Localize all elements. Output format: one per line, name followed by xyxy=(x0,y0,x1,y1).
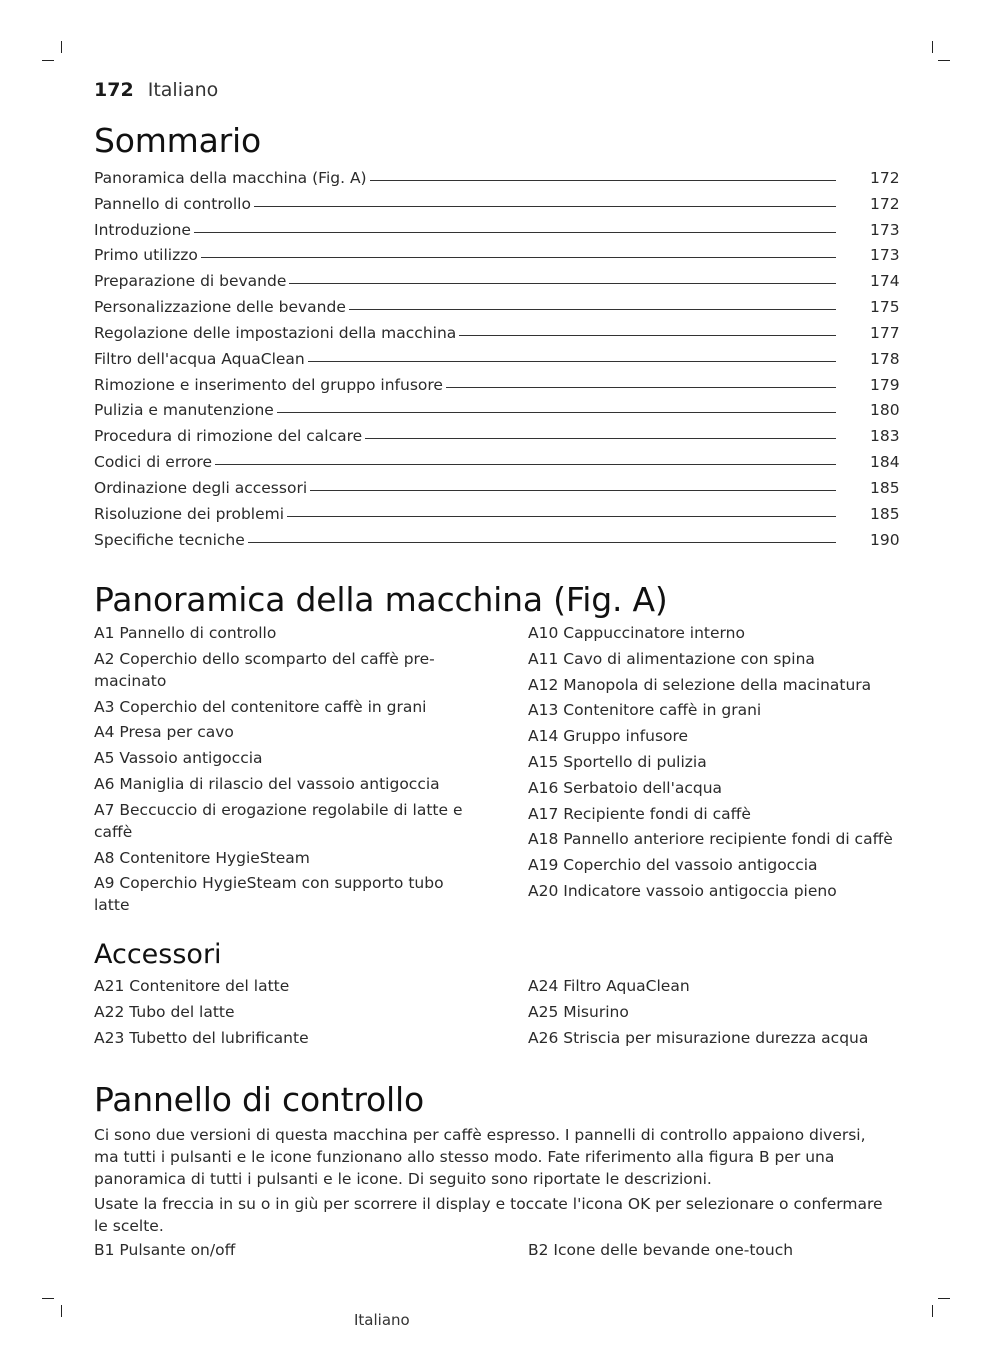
list-item: A6 Maniglia di rilascio del vassoio antigoccia xyxy=(94,774,440,793)
list-item: A7 Beccuccio di erogazione regolabile di latte e caffè xyxy=(94,800,463,841)
list-item: A24 Filtro AquaClean xyxy=(528,977,690,995)
toc-leader-line xyxy=(215,464,836,465)
crop-mark xyxy=(61,1305,62,1317)
toc-entry[interactable] xyxy=(94,316,898,342)
toc-entry-page: 185 xyxy=(870,478,900,497)
list-item: A2 Coperchio dello scomparto del caffè pre-macinato xyxy=(94,649,435,690)
crop-mark xyxy=(938,1298,950,1299)
toc-leader-line xyxy=(308,361,836,362)
toc-leader-line xyxy=(459,335,836,336)
toc-entry-page: 179 xyxy=(870,375,900,394)
list-item: A15 Sportello di pulizia xyxy=(528,752,707,771)
overview-parts-left xyxy=(94,622,474,920)
pannello-title: Pannello di controllo xyxy=(94,1080,424,1119)
list-item: A23 Tubetto del lubrificante xyxy=(94,1028,309,1047)
toc-entry-label: Risoluzione dei problemi xyxy=(94,504,285,523)
toc-entry-page: 172 xyxy=(870,194,900,213)
pannello-list-left xyxy=(94,1239,474,1265)
crop-mark xyxy=(938,60,950,61)
page-number: 172 xyxy=(94,79,134,101)
list-item: A16 Serbatoio dell'acqua xyxy=(528,778,723,797)
toc-leader-line xyxy=(446,387,836,388)
toc-entry-label: Regolazione delle impostazioni della macchina xyxy=(94,323,457,342)
toc-entry[interactable] xyxy=(94,394,898,420)
list-item: A19 Coperchio del vassoio antigoccia xyxy=(528,856,818,875)
toc-entry-page: 177 xyxy=(870,323,900,342)
list-item: A22 Tubo del latte xyxy=(94,1002,235,1021)
list-item: A1 Pannello di controllo xyxy=(94,624,277,642)
toc-entry[interactable] xyxy=(94,290,898,316)
list-item: A26 Striscia per misurazione durezza acqua xyxy=(528,1028,869,1047)
toc-entry-label: Introduzione xyxy=(94,220,191,239)
toc-entry-page: 178 xyxy=(870,349,900,368)
toc-entry-label: Pulizia e manutenzione xyxy=(94,401,274,420)
crop-mark xyxy=(42,1298,54,1299)
toc-entry[interactable] xyxy=(94,523,898,549)
toc-entry-label: Rimozione e inserimento del gruppo infusore xyxy=(94,375,443,394)
toc-entry-label: Specifiche tecniche xyxy=(94,530,245,549)
toc-entry-label: Preparazione di bevande xyxy=(94,272,287,291)
toc-entry[interactable] xyxy=(94,161,898,187)
toc-leader-line xyxy=(254,206,836,207)
toc-entry-label: Personalizzazione delle bevande xyxy=(94,298,346,317)
toc-entry-page: 175 xyxy=(870,298,900,317)
toc-leader-line xyxy=(277,412,836,413)
crop-mark xyxy=(932,1305,933,1317)
list-item: A17 Recipiente fondi di caffè xyxy=(528,804,751,823)
toc-entry[interactable] xyxy=(94,264,898,290)
pannello-paragraph-1: Ci sono due versioni di questa macchina per caffè espresso. I pannelli di controllo appaiono diversi, ma tutti i pulsanti e le icone funzionano allo stesso modo. Fate riferimento alla figura B per una panoramica di tutti i pulsanti e le icone. Di seguito sono riportate le descrizioni. xyxy=(94,1126,866,1188)
accessori-title: Accessori xyxy=(94,939,222,970)
overview-title: Panoramica della macchina (Fig. A) xyxy=(94,580,668,619)
footer-language: Italiano xyxy=(354,1311,410,1329)
list-item: A21 Contenitore del latte xyxy=(94,977,290,995)
list-item: A8 Contenitore HygieSteam xyxy=(94,848,310,867)
toc-leader-line xyxy=(248,542,836,543)
list-item: A12 Manopola di selezione della macinatura xyxy=(528,675,872,694)
toc-entry-page: 184 xyxy=(870,453,900,472)
list-item: A13 Contenitore caffè in grani xyxy=(528,701,762,720)
toc-entry-page: 190 xyxy=(870,530,900,549)
toc-entry[interactable] xyxy=(94,497,898,523)
pannello-list-right xyxy=(528,1239,900,1265)
header-language: Italiano xyxy=(147,79,219,101)
list-item: A5 Vassoio antigoccia xyxy=(94,749,263,768)
toc-entry[interactable] xyxy=(94,419,898,445)
table-of-contents xyxy=(94,161,898,549)
toc-entry[interactable] xyxy=(94,213,898,239)
list-item: A10 Cappuccinatore interno xyxy=(528,624,745,642)
toc-entry-label: Primo utilizzo xyxy=(94,246,198,265)
list-item: A11 Cavo di alimentazione con spina xyxy=(528,649,815,668)
toc-entry-page: 183 xyxy=(870,427,900,446)
toc-leader-line xyxy=(310,490,836,491)
crop-mark xyxy=(42,60,54,61)
toc-entry-label: Codici di errore xyxy=(94,453,212,472)
toc-leader-line xyxy=(289,283,836,284)
toc-entry-page: 172 xyxy=(870,168,900,187)
toc-entry-page: 174 xyxy=(870,272,900,291)
list-item: A20 Indicatore vassoio antigoccia pieno xyxy=(528,881,837,900)
toc-entry-label: Panoramica della macchina (Fig. A) xyxy=(94,168,367,187)
toc-entry[interactable] xyxy=(94,368,898,394)
toc-entry-page: 185 xyxy=(870,504,900,523)
overview-parts-right xyxy=(528,622,900,906)
list-item: A9 Coperchio HygieSteam con supporto tubo latte xyxy=(94,874,444,915)
crop-mark xyxy=(61,41,62,53)
list-item: A18 Pannello anteriore recipiente fondi di caffè xyxy=(528,830,893,849)
toc-leader-line xyxy=(201,257,836,258)
crop-mark xyxy=(932,41,933,53)
toc-leader-line xyxy=(349,309,836,310)
toc-entry-page: 173 xyxy=(870,246,900,265)
toc-entry-page: 173 xyxy=(870,220,900,239)
list-item: A14 Gruppo infusore xyxy=(528,727,689,746)
pannello-paragraph-2: Usate la freccia in su o in giù per scorrere il display e toccate l'icona OK per selezionare o confermare le scelte. xyxy=(94,1195,883,1235)
list-item: B1 Pulsante on/off xyxy=(94,1241,236,1259)
toc-entry-label: Procedura di rimozione del calcare xyxy=(94,427,363,446)
toc-leader-line xyxy=(370,180,836,181)
toc-entry[interactable] xyxy=(94,342,898,368)
toc-entry-label: Ordinazione degli accessori xyxy=(94,478,308,497)
accessori-list-right xyxy=(528,975,900,1052)
page-header xyxy=(94,78,218,102)
toc-leader-line xyxy=(287,516,836,517)
toc-leader-line xyxy=(365,438,836,439)
toc-entry[interactable] xyxy=(94,445,898,471)
toc-leader-line xyxy=(194,232,836,233)
toc-entry-label: Filtro dell'acqua AquaClean xyxy=(94,349,305,368)
toc-entry[interactable] xyxy=(94,187,898,213)
toc-entry[interactable] xyxy=(94,239,898,265)
toc-entry-page: 180 xyxy=(870,401,900,420)
list-item: A3 Coperchio del contenitore caffè in grani xyxy=(94,697,427,716)
list-item: A4 Presa per cavo xyxy=(94,723,234,742)
toc-entry-label: Pannello di controllo xyxy=(94,194,251,213)
toc-entry[interactable] xyxy=(94,471,898,497)
list-item: B2 Icone delle bevande one-touch xyxy=(528,1241,794,1259)
toc-title: Sommario xyxy=(94,121,261,160)
list-item: A25 Misurino xyxy=(528,1002,629,1021)
accessori-list-left xyxy=(94,975,474,1052)
